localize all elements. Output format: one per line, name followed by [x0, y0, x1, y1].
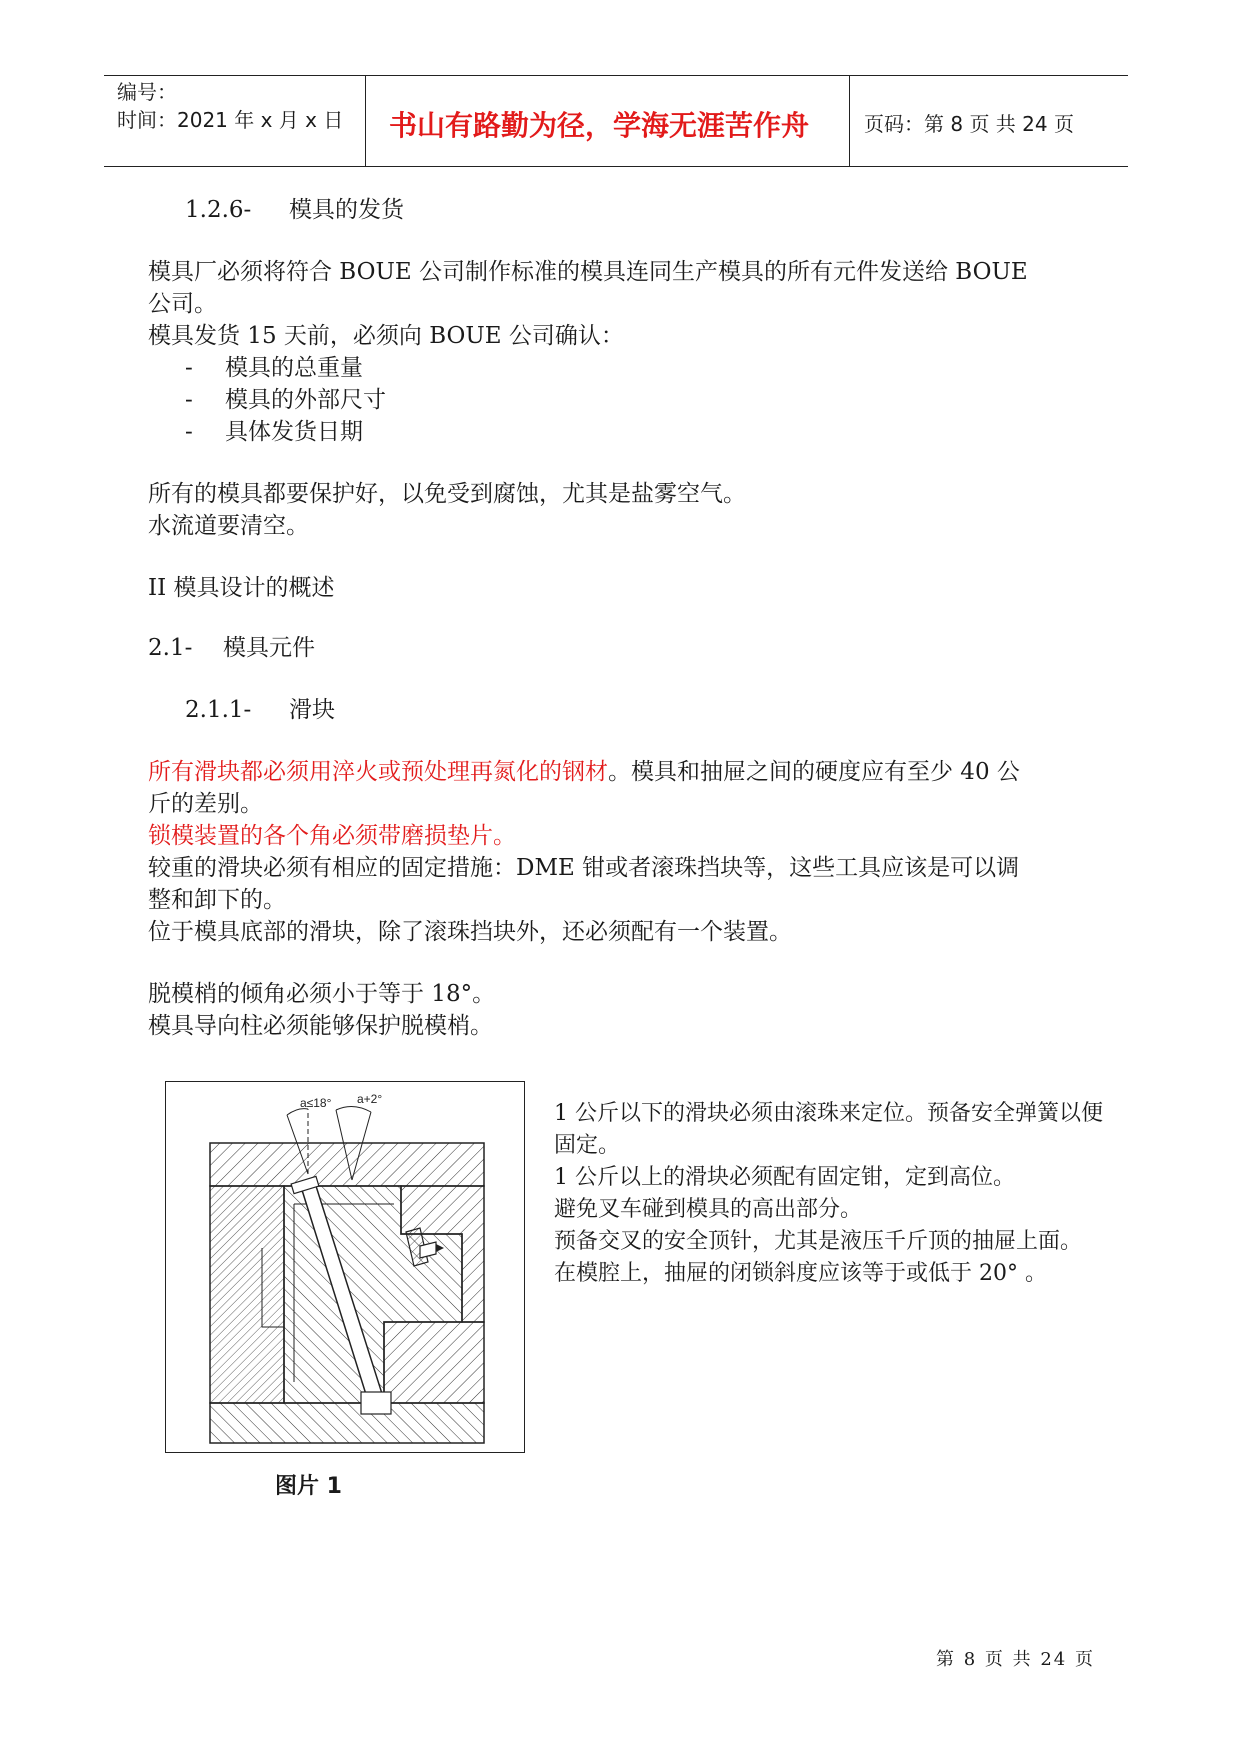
- header-time-label: 时间：2021 年 x 月 x 日: [117, 108, 344, 132]
- paragraph-confirm: 模具发货 15 天前，必须向 BOUE 公司确认：: [148, 323, 624, 349]
- mold-section-drawing: [166, 1082, 524, 1452]
- top-plate: [210, 1143, 484, 1186]
- footer-page-number: 第 8 页 共 24 页: [936, 1649, 1095, 1670]
- list-item: [185, 352, 363, 385]
- side-text-line: 预备交叉的安全顶针，尤其是液压千斤顶的抽屉上面。: [554, 1229, 1083, 1254]
- slider-hardness-text: 。模具和抽屉之间的硬度应有至少 40 公: [608, 759, 1020, 785]
- section-1-2-6-title: 模具的发货: [289, 197, 404, 223]
- slider-requirement-line1: [148, 756, 1020, 789]
- slider-steel-requirement: 所有滑块都必须用淬火或预处理再氮化的钢材: [148, 759, 608, 785]
- list-dash: -: [185, 419, 193, 445]
- list-item-text: 模具的总重量: [225, 355, 363, 381]
- left-slider: [210, 1186, 284, 1403]
- section-2-1-number: 2.1-: [148, 635, 193, 661]
- middle-plate: [384, 1322, 484, 1403]
- paragraph-shipping-line2: 公司。: [148, 291, 217, 317]
- header-divider-right: [849, 75, 850, 167]
- list-item: [185, 416, 363, 449]
- side-text-line: 1 公斤以下的滑块必须由滚珠来定位。预备安全弹簧以便: [554, 1101, 1103, 1126]
- bottom-plate: [210, 1403, 484, 1443]
- paragraph-shipping-line1: 模具厂必须将符合 BOUE 公司制作标准的模具连同生产模具的所有元件发送给 BOUE: [148, 259, 1028, 285]
- heavy-slider-line1: 较重的滑块必须有相应的固定措施：DME 钳或者滚珠挡块等，这些工具应该是可以调: [148, 855, 1020, 881]
- guide-pillar-requirement: 模具导向柱必须能够保护脱模梢。: [148, 1013, 493, 1039]
- header-motto: 书山有路勤为径，学海无涯苦作舟: [389, 109, 810, 142]
- slider-requirement-line2: 斤的差别。: [148, 791, 263, 817]
- side-text-line: 避免叉车碰到模具的高出部分。: [554, 1197, 863, 1222]
- header-bottom-rule: [104, 166, 1128, 167]
- figure-1-frame: [165, 1081, 525, 1453]
- bottom-slider-requirement: 位于模具底部的滑块，除了滚珠挡块外，还必须配有一个装置。: [148, 919, 792, 945]
- angle-label-1: a≤18°: [300, 1096, 332, 1110]
- list-dash: -: [185, 355, 193, 381]
- header-page-label: 页码：第 8 页 共 24 页: [864, 112, 1074, 136]
- angle-label-2: a+2°: [357, 1092, 383, 1106]
- header-divider-left: [365, 75, 366, 167]
- section-2-1-1-number: 2.1.1-: [185, 697, 252, 723]
- side-text-line: 在模腔上，抽屉的闭锁斜度应该等于或低于 20° 。: [554, 1261, 1047, 1286]
- list-item-text: 模具的外部尺寸: [225, 387, 386, 413]
- list-item-text: 具体发货日期: [225, 419, 363, 445]
- figure-caption: 图片 1: [275, 1474, 342, 1499]
- section-2-1-title: 模具元件: [223, 635, 315, 661]
- section-1-2-6-number: 1.2.6-: [185, 197, 252, 223]
- paragraph-water-channel: 水流道要清空。: [148, 513, 309, 539]
- heavy-slider-line2: 整和卸下的。: [148, 887, 286, 913]
- side-text-line: 固定。: [554, 1133, 621, 1158]
- ejector-angle-requirement: 脱模梢的倾角必须小于等于 18°。: [148, 981, 496, 1007]
- header-top-rule: [104, 75, 1128, 76]
- header-number-label: 编号：: [117, 80, 177, 104]
- wear-plate-requirement: 锁模装置的各个角必须带磨损垫片。: [148, 823, 516, 849]
- list-dash: -: [185, 387, 193, 413]
- paragraph-protection: 所有的模具都要保护好，以免受到腐蚀，尤其是盐雾空气。: [148, 481, 746, 507]
- list-item: [185, 384, 386, 417]
- section-ii-title: II 模具设计的概述: [148, 575, 335, 601]
- section-2-1-1-title: 滑块: [289, 697, 335, 723]
- side-text-line: 1 公斤以上的滑块必须配有固定钳，定到高位。: [554, 1165, 1015, 1190]
